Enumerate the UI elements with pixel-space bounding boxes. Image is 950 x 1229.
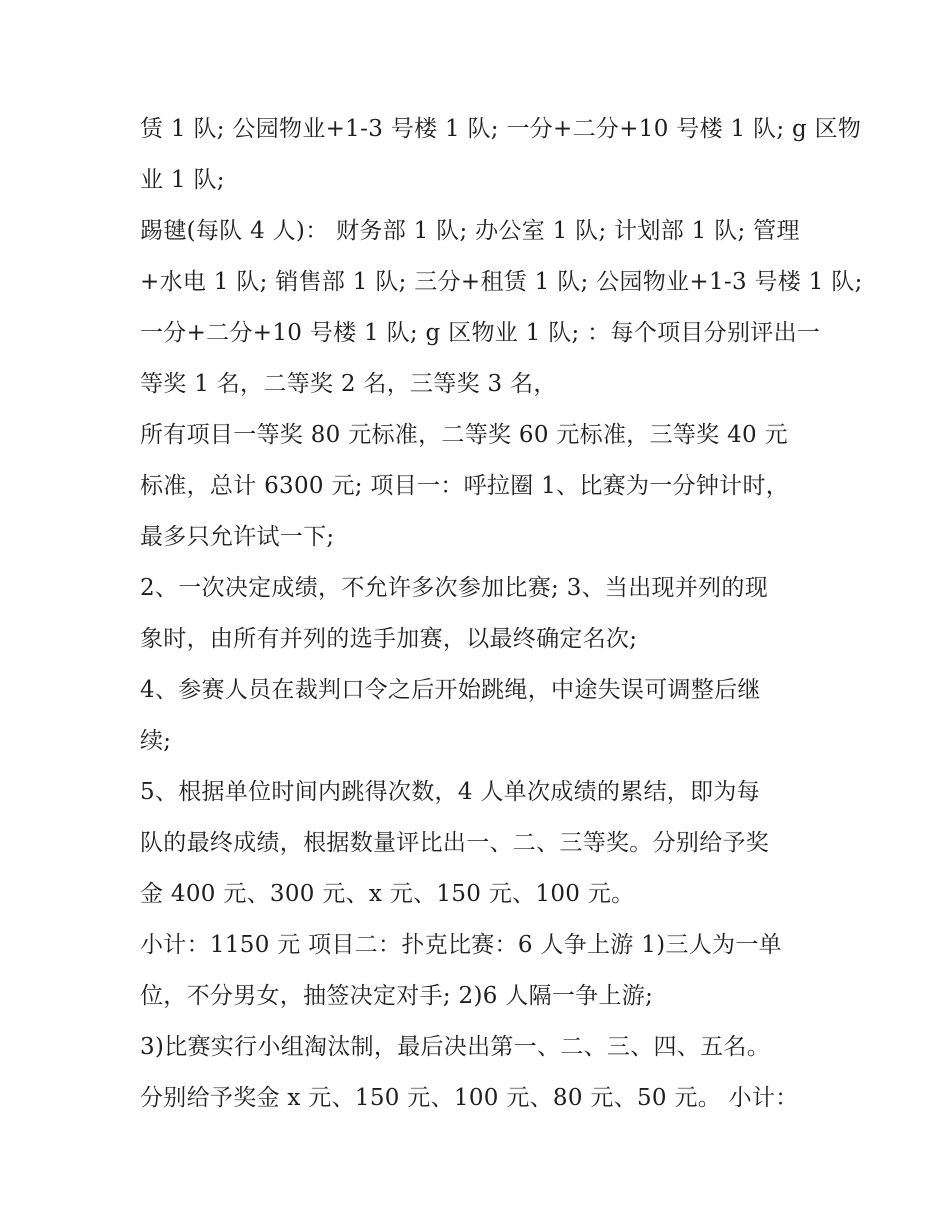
text-line: 分别给予奖金 x 元、150 元、100 元、80 元、50 元。 小计：: [140, 1085, 799, 1111]
text-line: 等奖 1 名，二等奖 2 名，三等奖 3 名，: [140, 371, 557, 397]
text-line: 队的最终成绩，根据数量评比出一、二、三等奖。分别给予奖: [140, 830, 770, 856]
text-line: +水电 1 队; 销售部 1 队; 三分+租赁 1 队; 公园物业+1-3 号楼 1 队;: [140, 269, 863, 295]
text-line: 标准，总计 6300 元; 项目一：呼拉圈 1、比赛为一分钟计时，: [140, 473, 790, 499]
text-line: 业 1 队;: [140, 167, 225, 193]
text-line: 所有项目一等奖 80 元标准，二等奖 60 元标准，三等奖 40 元: [140, 422, 788, 448]
text-line: 赁 1 队; 公园物业+1-3 号楼 1 队; 一分+二分+10 号楼 1 队; g 区物: [140, 116, 862, 142]
text-line: 2、一次决定成绩，不允许多次参加比赛; 3、当出现并列的现: [140, 575, 769, 601]
text-line: 续;: [140, 728, 172, 754]
text-line: 最多只允许试一下;: [140, 524, 335, 550]
text-line: 位，不分男女，抽签决定对手; 2)6 人隔一争上游;: [140, 983, 654, 1009]
text-line: 一分+二分+10 号楼 1 队; g 区物业 1 队; ：每个项目分别评出一: [140, 320, 821, 346]
text-line: 3)比赛实行小组淘汰制，最后决出第一、二、三、四、五名。: [140, 1034, 771, 1060]
text-line: 4、参赛人员在裁判口令之后开始跳绳，中途失误可调整后继: [140, 677, 761, 703]
text-line: 金 400 元、300 元、x 元、150 元、100 元。: [140, 881, 635, 907]
text-line: 小计：1150 元 项目二：扑克比赛：6 人争上游 1)三人为一单: [140, 932, 782, 958]
body-text: [140, 104, 863, 1124]
text-line: 踢毽(每队 4 人)： 财务部 1 队; 办公室 1 队; 计划部 1 队; 管理: [140, 218, 800, 244]
text-line: 5、根据单位时间内跳得次数，4 人单次成绩的累结，即为每: [140, 779, 760, 805]
text-line: 象时，由所有并列的选手加赛，以最终确定名次;: [140, 626, 638, 652]
